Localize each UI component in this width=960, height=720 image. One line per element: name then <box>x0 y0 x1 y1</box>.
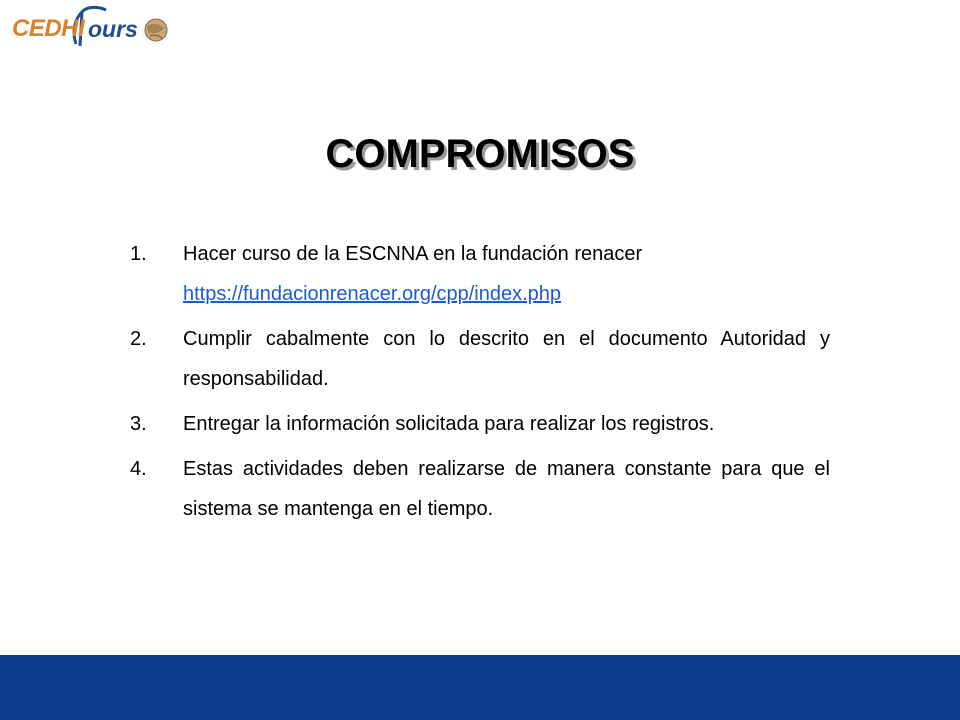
list-item <box>130 319 830 399</box>
list-item-text: Estas actividades deben realizarse de manera constante para que el sistema se mantenga en el tiempo. <box>183 458 830 520</box>
cedhi-tours-logo <box>10 4 180 56</box>
logo-brand-secondary: ours <box>88 16 138 42</box>
commitments-list <box>130 234 830 534</box>
list-item-number: 2. <box>130 328 147 350</box>
list-item-number: 4. <box>130 458 147 480</box>
logo-brand-main: CEDHI <box>12 15 85 42</box>
list-item-text: Cumplir cabalmente con lo descrito en el documento Autoridad y responsabilidad. <box>183 328 830 390</box>
fundacion-renacer-link[interactable]: https://fundacionrenacer.org/cpp/index.php <box>183 283 562 305</box>
list-item <box>130 449 830 529</box>
list-item-text: Entregar la información solicitada para realizar los registros. <box>183 413 715 435</box>
page-title: COMPROMISOS <box>325 132 635 176</box>
list-item-number: 3. <box>130 413 147 435</box>
list-item <box>130 234 830 314</box>
list-item <box>130 404 830 444</box>
list-item-text: Hacer curso de la ESCNNA en la fundación renacer <box>183 243 643 265</box>
list-item-number: 1. <box>130 243 147 265</box>
footer-bar <box>0 655 960 720</box>
